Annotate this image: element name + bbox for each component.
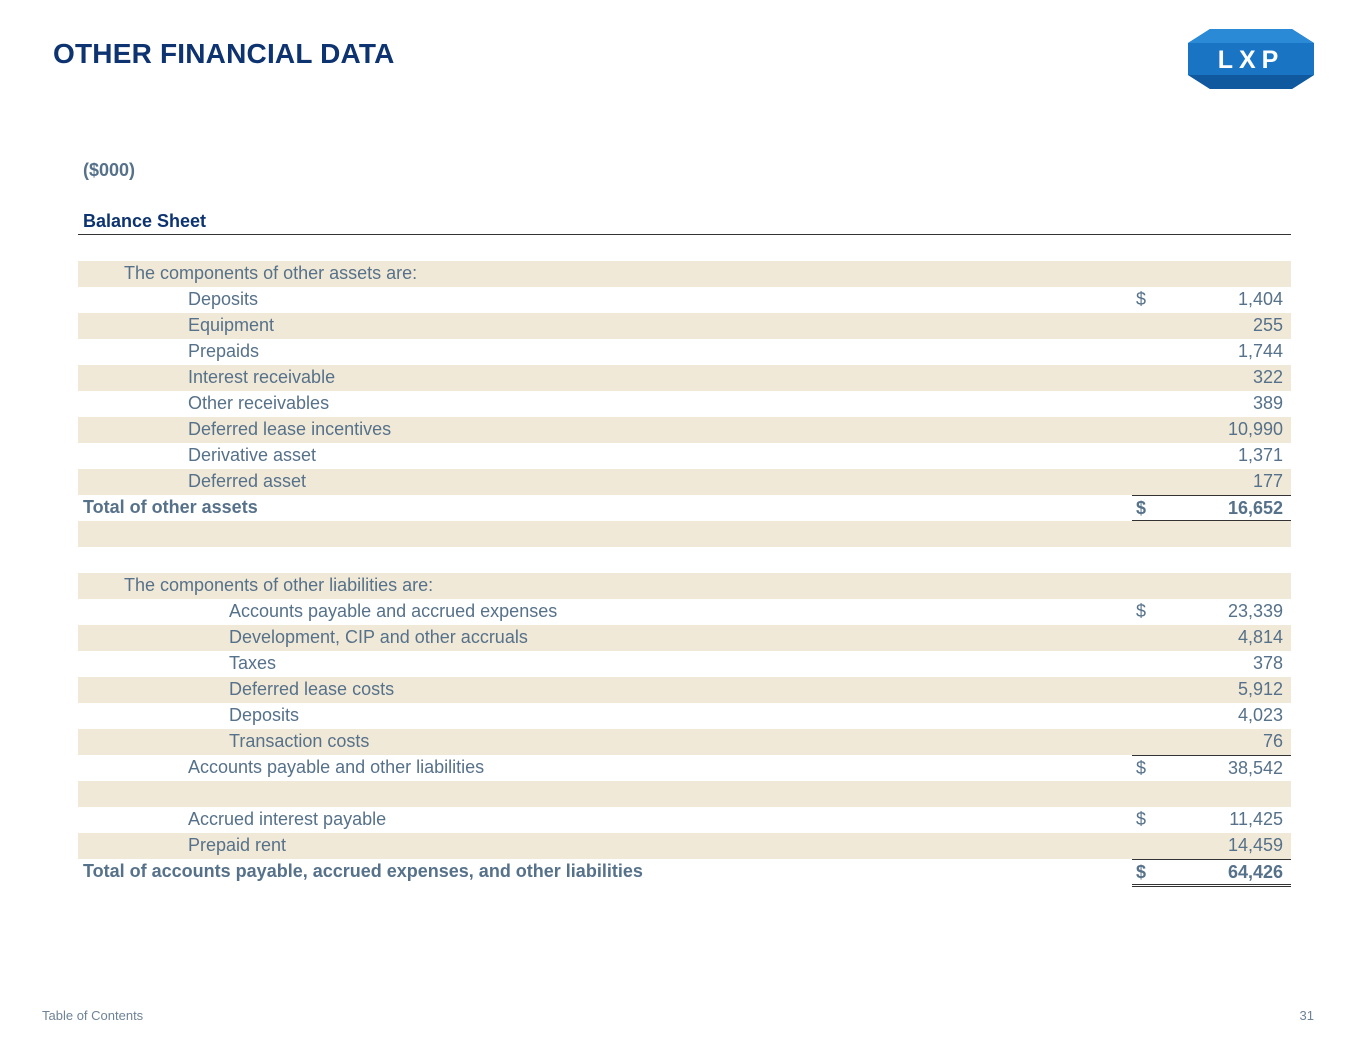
- units-label: ($000): [83, 160, 136, 180]
- table-row: [78, 625, 1291, 651]
- row-value: 11,425: [1229, 809, 1283, 829]
- row-label: The components of other liabilities are:: [124, 575, 434, 595]
- table-row: [78, 833, 1291, 859]
- table-row: [78, 677, 1291, 703]
- row-value: 14,459: [1227, 835, 1283, 855]
- row-value: 4,023: [1237, 705, 1283, 725]
- row-label: Total of accounts payable, accrued expenses, and other liabilities: [83, 861, 643, 881]
- row-label: Prepaid rent: [188, 835, 287, 855]
- row-label: Accounts payable and other liabilities: [188, 757, 485, 777]
- table-row: [78, 261, 1291, 287]
- currency-symbol: $: [1136, 862, 1147, 882]
- row-value: 255: [1252, 315, 1283, 335]
- table-row: [78, 443, 1291, 469]
- row-label: Interest receivable: [188, 367, 336, 387]
- page-number: 31: [1299, 1008, 1314, 1023]
- row-label: Transaction costs: [229, 731, 370, 751]
- table-row: [78, 365, 1291, 391]
- balance-sheet-table: [78, 261, 1291, 885]
- lxp-logo: [1188, 29, 1314, 89]
- row-label: Other receivables: [188, 393, 330, 413]
- total-row: [78, 859, 1291, 885]
- table-row: [78, 417, 1291, 443]
- table-row: [78, 729, 1291, 755]
- row-label: Derivative asset: [188, 445, 317, 465]
- section-title: Balance Sheet: [83, 211, 207, 231]
- row-value: 76: [1262, 731, 1283, 751]
- row-value: 38,542: [1227, 758, 1283, 778]
- row-value: 10,990: [1227, 419, 1283, 439]
- table-row: [78, 651, 1291, 677]
- row-value: 389: [1252, 393, 1283, 413]
- currency-symbol: $: [1136, 498, 1147, 518]
- row-value: 1,744: [1237, 341, 1283, 361]
- table-of-contents-link[interactable]: Table of Contents: [42, 1008, 144, 1023]
- page-title: OTHER FINANCIAL DATA: [53, 38, 395, 69]
- table-row: [78, 339, 1291, 365]
- row-value: 23,339: [1227, 601, 1283, 621]
- row-value: 177: [1252, 471, 1283, 491]
- total-row: [78, 495, 1291, 521]
- spacer-row: [78, 781, 1291, 807]
- table-row: [78, 573, 1291, 599]
- row-label: Deferred lease costs: [229, 679, 395, 699]
- row-label: Deposits: [188, 289, 259, 309]
- table-row: [78, 807, 1291, 833]
- row-label: Taxes: [229, 653, 277, 673]
- row-value: 378: [1252, 653, 1283, 673]
- currency-symbol: $: [1136, 601, 1147, 621]
- row-label: Accrued interest payable: [188, 809, 387, 829]
- row-label: Deposits: [229, 705, 300, 725]
- row-value: 5,912: [1237, 679, 1283, 699]
- row-value: 1,404: [1237, 289, 1283, 309]
- currency-symbol: $: [1136, 809, 1147, 829]
- row-label: Equipment: [188, 315, 275, 335]
- spacer-row: [78, 547, 1291, 573]
- row-label: Prepaids: [188, 341, 260, 361]
- table-row: [78, 599, 1291, 625]
- table-row: [78, 703, 1291, 729]
- spacer-row: [78, 521, 1291, 547]
- row-value: 16,652: [1227, 498, 1283, 518]
- section-header: [78, 210, 1291, 235]
- row-value: 322: [1252, 367, 1283, 387]
- row-value: 64,426: [1227, 862, 1283, 882]
- currency-symbol: $: [1136, 758, 1147, 778]
- row-label: Total of other assets: [83, 497, 258, 517]
- currency-symbol: $: [1136, 289, 1147, 309]
- row-value: 4,814: [1237, 627, 1283, 647]
- row-label: The components of other assets are:: [124, 263, 418, 283]
- row-label: Development, CIP and other accruals: [229, 627, 528, 647]
- row-value: 1,371: [1237, 445, 1283, 465]
- table-row: [78, 469, 1291, 495]
- row-label: Accounts payable and accrued expenses: [229, 601, 558, 621]
- subtotal-row: [78, 755, 1291, 781]
- table-row: [78, 391, 1291, 417]
- logo-text: LXP: [1217, 46, 1285, 74]
- table-row: [78, 287, 1291, 313]
- row-label: Deferred lease incentives: [188, 419, 392, 439]
- table-row: [78, 313, 1291, 339]
- row-label: Deferred asset: [188, 471, 307, 491]
